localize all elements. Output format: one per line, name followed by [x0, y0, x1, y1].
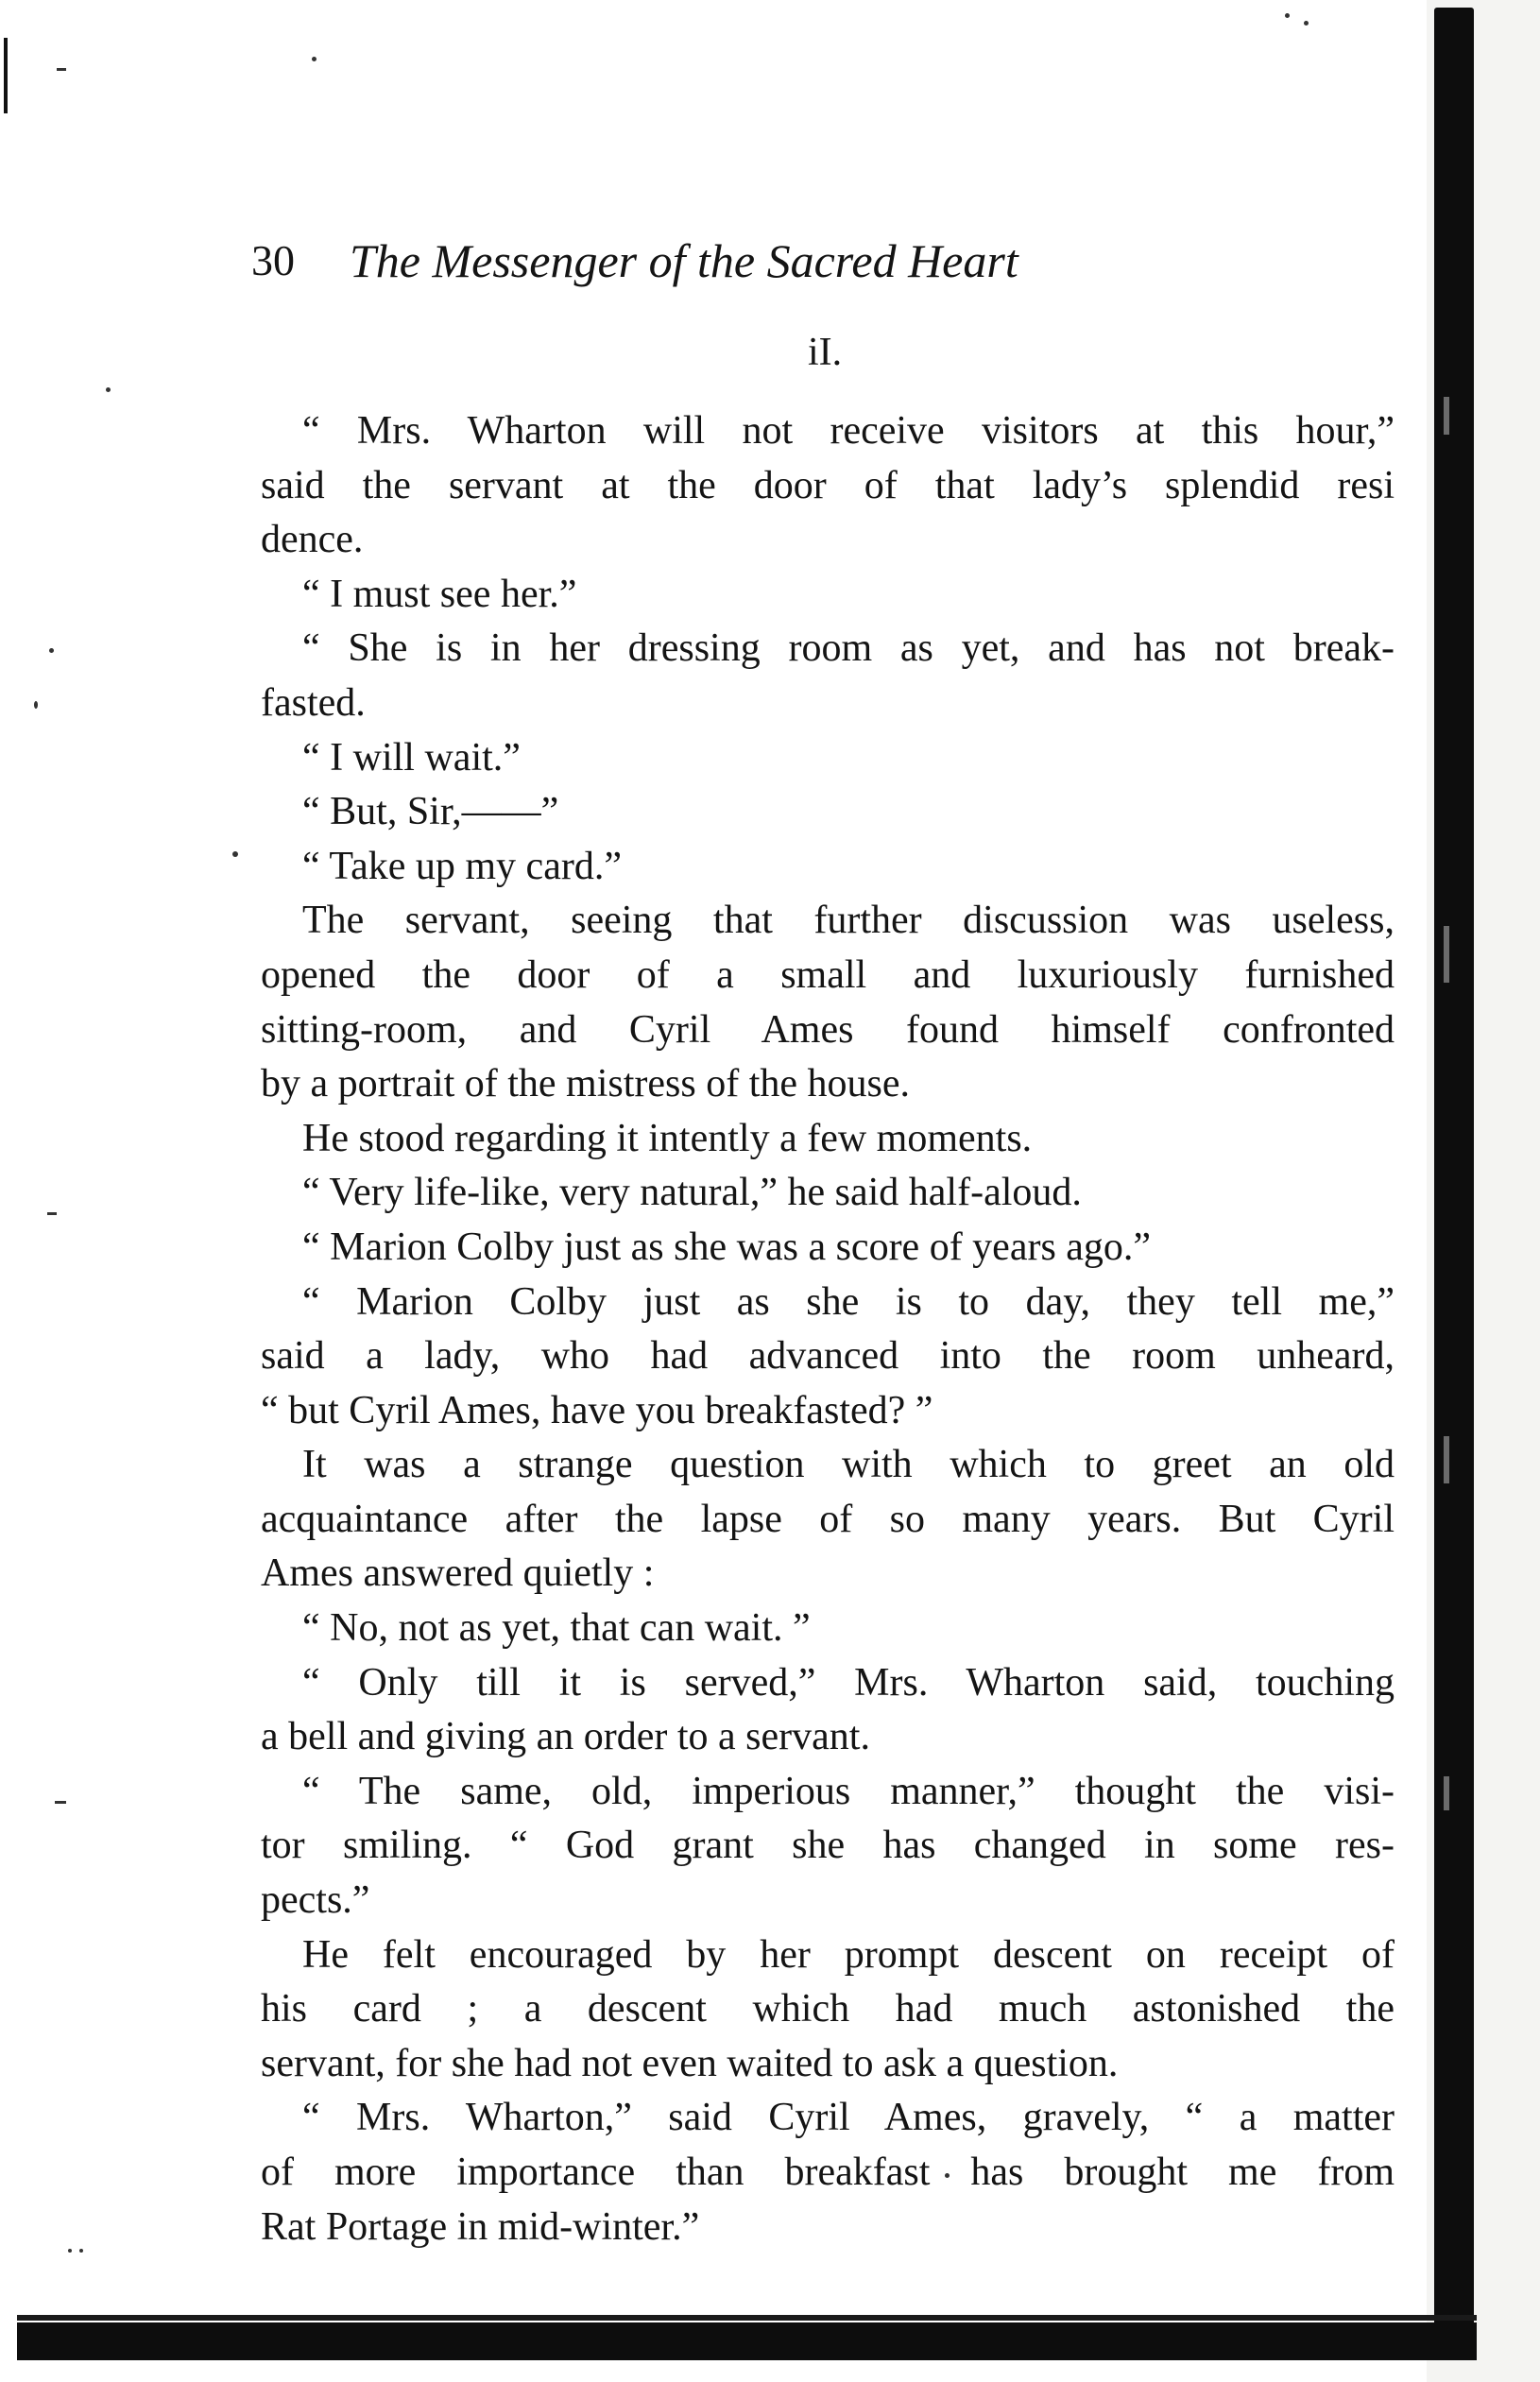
text-line: by a portrait of the mistress of the house.: [261, 1062, 911, 1106]
text-line: sitting-room, and Cyril Ames found himself confronted: [261, 1007, 1395, 1052]
margin-speck: [106, 387, 111, 392]
text-line: said the servant at the door of that lady’s splendid resi: [261, 463, 1395, 507]
running-head: [251, 227, 1404, 295]
margin-speck: [79, 2249, 83, 2253]
margin-speck: [55, 1801, 66, 1804]
margin-speck: [47, 1212, 57, 1215]
text-line: servant, for she had not even waited to ask a question.: [261, 2041, 1119, 2085]
margin-speck: [68, 2249, 72, 2253]
text-line: The servant, seeing that further discussion was useless,: [302, 899, 1395, 943]
text-line: “ Mrs. Wharton,” said Cyril Ames, gravely, “ a matter: [302, 2096, 1395, 2140]
text-line: his card ; a descent which had much astonished the: [261, 1987, 1395, 2031]
bottom-edge: [17, 2322, 1477, 2360]
text-line: said a lady, who had advanced into the room unheard,: [261, 1334, 1395, 1379]
text-line: He felt encouraged by her prompt descent on receipt of: [302, 1932, 1395, 1977]
text-line: “ Take up my card.”: [302, 844, 622, 888]
text-line: “ Mrs. Wharton will not receive visitors at this hour,”: [302, 409, 1395, 453]
text-line: a bell and giving an order to a servant.: [261, 1715, 870, 1759]
text-line: “ She is in her dressing room as yet, and has not break-: [302, 626, 1395, 671]
text-line: “ The same, old, imperious manner,” thought the visi-: [302, 1769, 1395, 1813]
text-line: Rat Portage in mid-winter.”: [261, 2204, 700, 2249]
left-margin-mark: [4, 38, 8, 113]
bottom-edge-shadow: [17, 2315, 1477, 2321]
text-line: It was a strange question with which to greet an old: [302, 1443, 1395, 1487]
text-line: opened the door of a small and luxuriously furnished: [261, 952, 1395, 997]
text-line: “ Only till it is served,” Mrs. Wharton said, touching: [302, 1660, 1395, 1705]
margin-speck: [1304, 21, 1309, 26]
text-line: Ames answered quietly :: [261, 1551, 655, 1596]
page-number: 30: [251, 236, 295, 284]
text-line: “ I must see her.”: [302, 572, 577, 616]
text-line: He stood regarding it intently a few moments.: [302, 1116, 1033, 1160]
text-line: of more importance than breakfast has brought me from: [261, 2151, 1395, 2194]
margin-speck: [312, 57, 317, 61]
margin-speck: [49, 648, 54, 653]
text-line: “ But, Sir,——”: [302, 790, 559, 834]
margin-speck: [57, 68, 66, 71]
text-line: “ No, not as yet, that can wait. ”: [302, 1606, 811, 1651]
running-head-title: The Messenger of the Sacred Heart: [350, 234, 1018, 287]
margin-speck: [1285, 13, 1290, 18]
margin-speck: [34, 701, 38, 709]
text-line: “ I will wait.”: [302, 735, 521, 780]
margin-speck: [232, 851, 238, 857]
binding-speck: [1444, 1776, 1449, 1810]
text-line: “ Marion Colby just as she was a score of years ago.”: [302, 1225, 1152, 1269]
text-line: “ Very life-like, very natural,” he said half-aloud.: [302, 1171, 1082, 1215]
text-line: “ but Cyril Ames, have you breakfasted? ”: [261, 1388, 933, 1432]
text-line: tor smiling. “ God grant she has changed in some res-: [261, 1824, 1395, 1868]
section-numeral: iI.: [808, 331, 843, 374]
text-line: pects.”: [261, 1878, 370, 1923]
text-line: fasted.: [261, 680, 366, 725]
binding-speck: [1444, 1436, 1449, 1483]
binding-shadow: [1434, 8, 1474, 2332]
text-line: “ Marion Colby just as she is to day, they tell me,”: [302, 1279, 1395, 1324]
binding-speck: [1444, 926, 1449, 983]
text-line: acquaintance after the lapse of so many years. But Cyril: [261, 1497, 1395, 1541]
body-text: [261, 404, 1395, 2254]
text-line: dence.: [261, 518, 364, 562]
binding-speck: [1444, 397, 1449, 435]
